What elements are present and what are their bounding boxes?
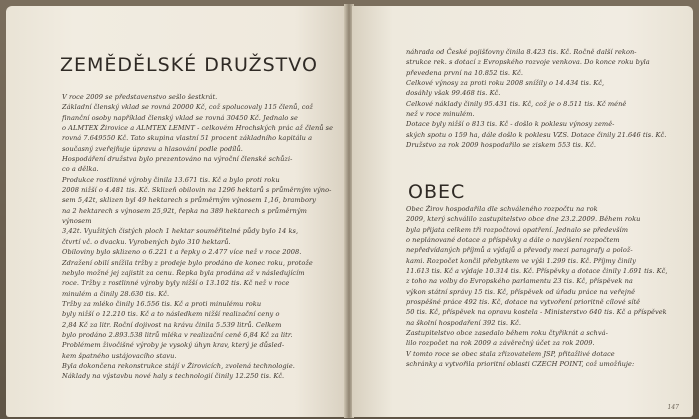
section-heading-municipality: OBEC [408,181,466,203]
left-page-body: V roce 2009 se představenstvo sešlo šestkrát. Základní členský vklad se rovná 20000 Kč, což spolucovaly 115 členů, což finanční osoby například členský vklad se rovná 30450 Kč. Jednalo se o ALMTEX Žirovice a ALMTEX LEMNT - celkovém Hrochských prác až členů se rovná 7.649550 Kč. Tato skupina vlastní 51 procent základního kapitálu a současný zveřejňuje úpravu a hlasování podle podílů. Hospodáření družstva bylo prezentováno na výroční členské schůzi- co a dělka. Produkce rostlinné výroby činila 13.671 tis. Kč a bylo proti roku 2008 nižší o 4.481 tis. Kč. Sklizeň obilovin na 1296 hektarů s průměrným výno- sem 5,42t, sklizen byl 49 hektarech s průměrným výnosem 1,16, brambory na 2 hektarech s výnosem 25,92t, řepka na 389 hektarech s průměrným výnosem 3,42t. Využitých čistých ploch 1 hektar souměřitelné půdy bylo 14 ks, čtvrtí vč. o dvacku. Vyrobených bylo 310 hektarů. Obiloviny bylo sklizeno o 6.221 t a řepky o 2.477 více než v roce 2008. Zdražení obilí snížila tržby z prodeje bylo prodáno de konec roku, protože nebylo možné jej zajistit za cenu. Řepka byla prodána až v následujícím roce. Tržby z rostlinné výroby byly nižší o 13.102 tis. Kč než v roce minulém a činily 28.630 tis. Kč. Tržby za mléko činily 16.556 tis. Kč a proti minulému roku byly nižší o 12.210 tis. Kč a to následkem nižší realizační ceny o 2,84 Kč za litr. Roční dojivost na krávu činila 5.539 litrů. Celkem bylo prodáno 2.893.538 litrů mléka v realizační ceně 6,84 Kč za litr. Problémem živočišné výroby je vysoký úhyn krav, který je důsled- kem špatného ustájovacího stavu. Byla dokončena rekonstrukce stájí v Žirovicích, zvolená technologie. Náklady na výstavbu nové haly s technologií činily 12.250 tis. Kč. [62,93,334,381]
right-page-top-body: náhrada od České pojišťovny činila 8.423 tis. Kč. Ročně další rekon- strukce rek. s dotací z Evropského rozvoje venkova. Do konce roku byla převedena první na 10.852 tis. Kč. Celkové výnosy za proti roku 2008 snížily o 14.434 tis. Kč, dosáhly však 99.468 tis. Kč. Celkové náklady činily 95.431 tis. Kč, což je o 8.511 tis. Kč méně než v roce minulém. Dotace byly nižší o 813 tis. Kč - došlo k poklesu výnosy země- ských spotu o 159 ha, dále došlo k poklesu VZS. Dotace činily 21.646 tis. Kč. Družstvo za rok 2009 hospodařilo se ziskem 553 tis. Kč. [406,48,667,150]
section-heading-cooperative: ZEMĚDĚLSKÉ DRUŽSTVO [60,54,318,76]
page-number: 147 [667,404,679,411]
left-page [6,6,346,417]
right-page [352,6,693,417]
right-page-bottom-body: Obec Žirov hospodařila dle schváleného rozpočtu na rok 2009, který schválilo zastupitelstvo obce dne 23.2.2009. Během roku byla přijata celkem tři rozpočtová opatření. Jednalo se především o neplánované dotace a příspěvky a dále o navýšení rozpočtem nepředvídaných příjmů a výdajů a převody mezi paragrafy a polož- kami. Rozpočet končil přebytkem ve výši 1.299 tis. Kč. Příjmy činily 11.613 tis. Kč a výdaje 10.314 tis. Kč. Příspěvky a dotace činily 1.691 tis. Kč, z toho na volby do Evropského parlamentu 23 tis. Kč, příspěvek na výkon státní správy 15 tis. Kč, příspěvek od úřadu práce na veřejně prospěšné práce 492 tis. Kč, dotace na vytvoření prioritně cílové sítě 50 tis. Kč, příspěvek na opravu kostela - Ministerstvo 640 tis. Kč a příspěvek na školní hospodaření 392 tis. Kč. Zastupitelstvo obce zasedalo během roku čtyřikrát a schvá- lilo rozpočet na rok 2009 a závěrečný účet za rok 2009. V tomto roce se obec stala zřizovatelem JSP, přitažlivé dotace schránky a vytvořila prioritní oblasti CZECH POINT, což umožňuje: [406,205,668,369]
